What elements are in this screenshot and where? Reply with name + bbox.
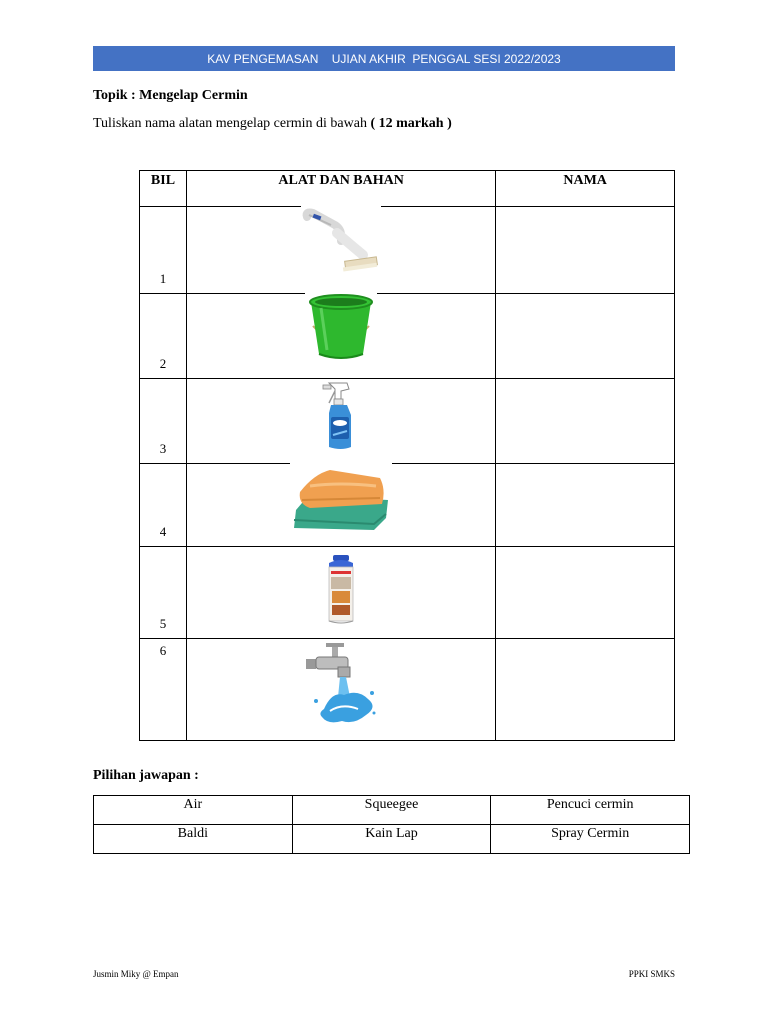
- water-tap-icon: [302, 641, 380, 727]
- answer-cell[interactable]: [496, 379, 675, 464]
- option-cell: Squeegee: [292, 796, 491, 825]
- table-row: [140, 207, 675, 294]
- item-image-cell: [186, 639, 495, 741]
- row-number: 2: [140, 294, 187, 379]
- options-table: [93, 795, 690, 854]
- footer-author: Jusmin Miky @ Empan: [93, 969, 179, 979]
- items-table: [139, 170, 675, 741]
- table-row: [140, 379, 675, 464]
- option-cell: Kain Lap: [292, 825, 491, 854]
- item-image-cell: [186, 464, 495, 547]
- item-image-cell: [186, 207, 495, 294]
- row-number: 6: [140, 639, 187, 741]
- options-title: Pilihan jawapan :: [93, 768, 199, 783]
- cloth-icon: [290, 460, 392, 538]
- item-image-cell: [186, 547, 495, 639]
- table-row: [140, 464, 675, 547]
- instruction-marks: ( 12 markah ): [370, 116, 452, 131]
- header-bar: [93, 46, 675, 71]
- instruction-text: [93, 116, 452, 132]
- option-cell: Air: [94, 796, 293, 825]
- row-number: 1: [140, 207, 187, 294]
- row-number: 4: [140, 464, 187, 547]
- answer-cell[interactable]: [496, 464, 675, 547]
- item-image-cell: [186, 379, 495, 464]
- table-header-row: [140, 171, 675, 207]
- topic-heading: Topik : Mengelap Cermin: [93, 88, 248, 103]
- aerosol-can-icon: [315, 553, 367, 625]
- header-alat-dan-bahan: ALAT DAN BAHAN: [186, 171, 495, 207]
- option-cell: Baldi: [94, 825, 293, 854]
- answer-cell[interactable]: [496, 547, 675, 639]
- spray-bottle-icon: [321, 381, 361, 451]
- bucket-icon: [305, 292, 377, 364]
- row-number: 3: [140, 379, 187, 464]
- option-cell: Spray Cermin: [491, 825, 690, 854]
- row-number: 5: [140, 547, 187, 639]
- answer-cell[interactable]: [496, 639, 675, 741]
- answer-cell[interactable]: [496, 294, 675, 379]
- item-image-cell: [186, 294, 495, 379]
- table-row: [140, 639, 675, 741]
- options-row: [94, 825, 690, 854]
- footer-school: PPKI SMKS: [628, 969, 675, 979]
- table-row: [140, 294, 675, 379]
- option-cell: Pencuci cermin: [491, 796, 690, 825]
- header-bil: BIL: [140, 171, 187, 207]
- header-title: KAV PENGEMASAN UJIAN AKHIR PENGGAL SESI 2022/2023: [207, 51, 561, 66]
- answer-cell[interactable]: [496, 207, 675, 294]
- table-row: [140, 547, 675, 639]
- instruction-body: Tuliskan nama alatan mengelap cermin di bawah: [93, 116, 371, 131]
- header-nama: NAMA: [496, 171, 675, 207]
- options-row: [94, 796, 690, 825]
- squeegee-icon: [301, 205, 381, 277]
